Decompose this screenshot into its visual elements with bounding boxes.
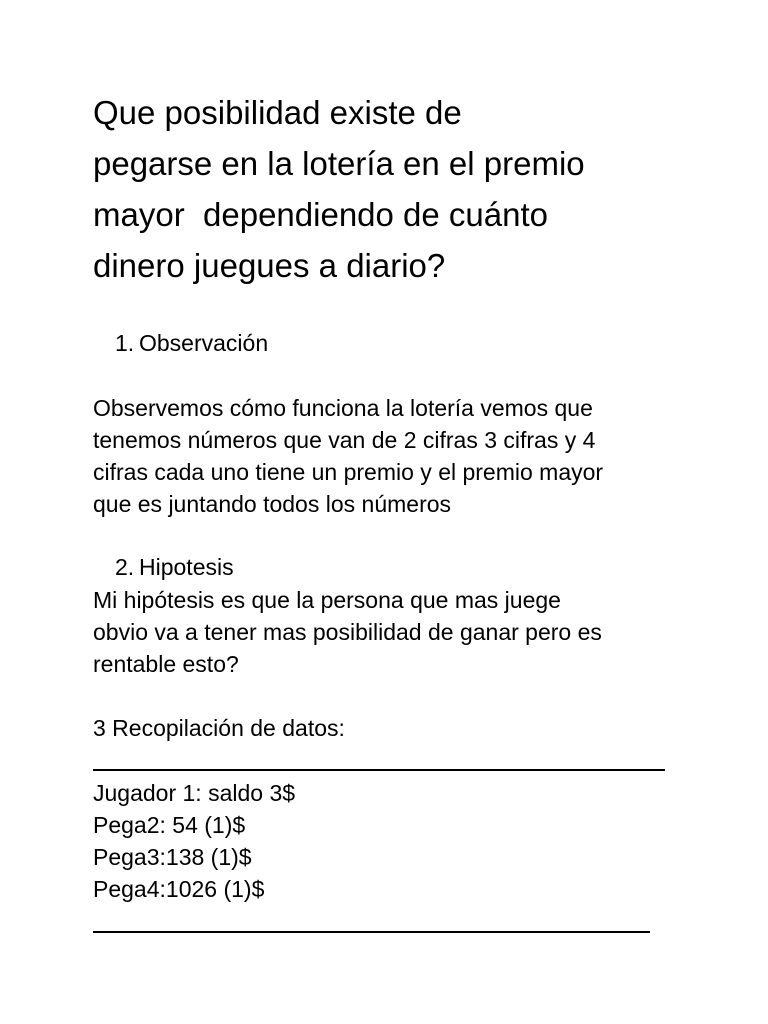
paragraph-line: cifras cada uno tiene un premio y el premio mayor (93, 459, 604, 485)
data-record: Pega3:138 (1)$ (93, 844, 252, 870)
document-title (93, 87, 713, 291)
recopilacion-heading: 3 Recopilación de datos: (93, 715, 345, 741)
section-heading-observacion (115, 327, 268, 359)
observacion-paragraph (93, 392, 713, 520)
horizontal-rule-bottom (93, 931, 650, 933)
title-line: Que posibilidad existe de (93, 94, 462, 131)
data-record: Jugador 1: saldo 3$ (93, 780, 296, 806)
data-records (93, 777, 295, 905)
horizontal-rule-top (93, 769, 665, 771)
data-record: Pega2: 54 (1)$ (93, 812, 246, 838)
hipotesis-paragraph (93, 584, 713, 680)
section-heading-label: Observación (139, 330, 269, 356)
paragraph-line: que es juntando todos los números (93, 491, 452, 517)
title-line: pegarse en la lotería en el premio (93, 145, 585, 182)
paragraph-line: obvio va a tener mas posibilidad de ganar pero es (93, 619, 602, 645)
title-line: mayor dependiendo de cuánto (93, 196, 549, 233)
paragraph-line: Mi hipótesis es que la persona que mas juege (93, 587, 561, 613)
list-number: 2. (115, 554, 135, 580)
data-record: Pega4:1026 (1)$ (93, 876, 265, 902)
section-heading-label: Hipotesis (139, 554, 234, 580)
paragraph-line: tenemos números que van de 2 cifras 3 cifras y 4 (93, 427, 596, 453)
section-heading-hipotesis (115, 551, 234, 583)
paragraph-line: rentable esto? (93, 651, 239, 677)
paragraph-line: Observemos cómo funciona la lotería vemos que (93, 395, 593, 421)
title-line: dinero juegues a diario? (93, 247, 446, 284)
list-number: 1. (115, 330, 135, 356)
